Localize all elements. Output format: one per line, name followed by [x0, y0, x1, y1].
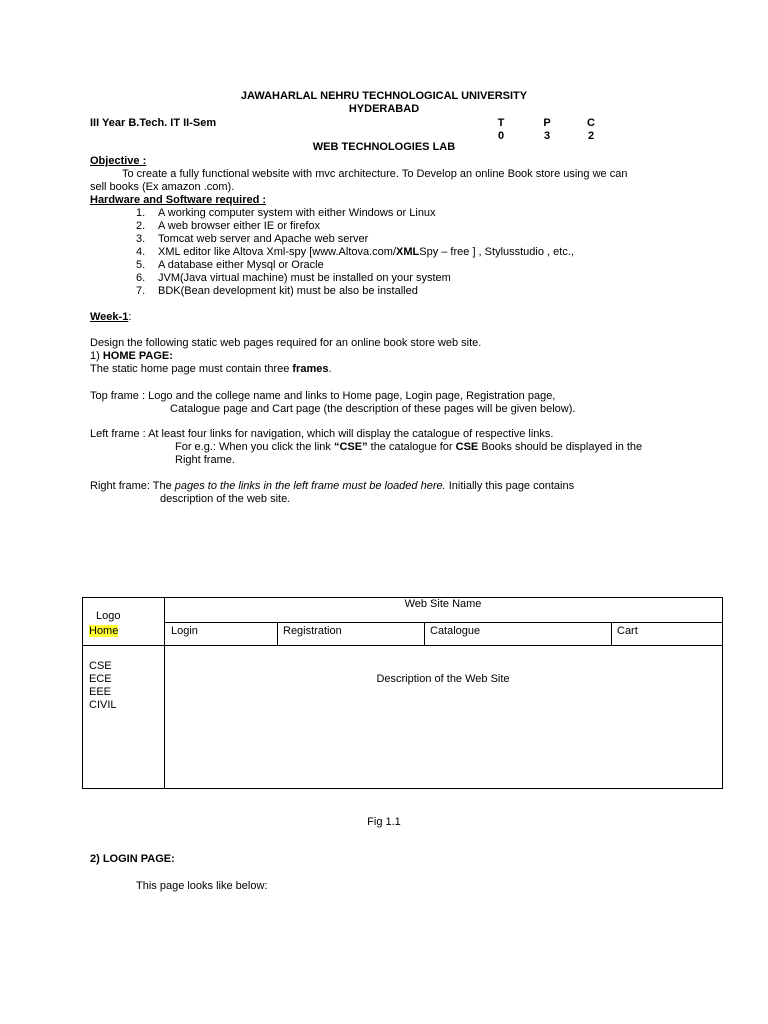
right-frame-desc	[90, 480, 574, 493]
top-frame-desc: Top frame : Logo and the college name and links to Home page, Login page, Registration page,	[90, 390, 556, 402]
cart-link: Cart	[617, 625, 638, 637]
ltp-t-value: 0	[497, 130, 505, 142]
ltp-p-header: P	[543, 117, 551, 129]
catalogue-link: Catalogue	[430, 625, 481, 637]
ltp-p-value: 3	[543, 130, 551, 142]
week-intro: Design the following static web pages required for an online book store web site.	[90, 337, 482, 349]
req-num-7: 7.	[136, 285, 146, 297]
req-item-4-xml: XML	[396, 246, 420, 258]
frames-post: .	[328, 363, 332, 375]
objective-line-2: sell books (Ex amazon .com).	[90, 181, 235, 193]
left-frame-desc: Left frame : At least four links for navigation, which will display the catalogue of respective links.	[90, 428, 554, 440]
link-divider-3	[611, 622, 612, 645]
frames-sentence	[90, 363, 332, 376]
left-frame-divider	[164, 598, 165, 788]
req-item-4-pre: XML editor like Altova Xml-spy [www.Altova.com/	[158, 246, 397, 258]
home-page-num: 1)	[90, 350, 103, 362]
top-frame-desc-cont: Catalogue page and Cart page (the description of these pages will be given below).	[170, 403, 576, 415]
req-num-4: 4.	[136, 246, 146, 258]
home-page-heading	[90, 350, 173, 363]
home-page-title: HOME PAGE:	[102, 350, 173, 362]
req-num-2: 2.	[136, 220, 146, 232]
left-example-cse: CSE	[455, 441, 479, 453]
objective-line-1: To create a fully functional website with mvc architecture. To Develop an online Book store using we can	[122, 168, 628, 180]
right-frame-italic: pages to the links in the left frame must be loaded here.	[174, 480, 446, 492]
right-frame-c: Initially this page contains	[445, 480, 575, 492]
req-item-1: A working computer system with either Windows or Linux	[158, 207, 436, 219]
logo-label: Logo	[96, 610, 121, 622]
week-heading	[90, 311, 131, 324]
website-name: Web Site Name	[404, 598, 482, 610]
req-item-7: BDK(Bean development kit) must be also be installed	[158, 285, 418, 297]
link-divider-2	[424, 622, 425, 645]
left-example-e: Books should be displayed in the	[478, 441, 643, 453]
left-link-eee: EEE	[89, 686, 112, 698]
login-page-heading: 2) LOGIN PAGE:	[90, 853, 175, 865]
university-city: HYDERABAD	[348, 103, 420, 115]
frames-bold: frames	[292, 363, 329, 375]
left-frame-right-frame: Right frame.	[175, 454, 235, 466]
left-link-civil: CIVIL	[89, 699, 117, 711]
req-item-5: A database either Mysql or Oracle	[158, 259, 324, 271]
site-description: Description of the Web Site	[376, 673, 510, 685]
frames-pre: The static home page must contain three	[90, 363, 293, 375]
home-link-text: Home	[89, 625, 119, 637]
right-frame-desc-cont: description of the web site.	[160, 493, 291, 505]
home-link	[89, 625, 118, 638]
req-num-3: 3.	[136, 233, 146, 245]
top-frame-divider-1	[164, 622, 722, 623]
left-example-c: the catalogue for	[367, 441, 456, 453]
ltp-t-header: T	[497, 117, 505, 129]
figure-caption: Fig 1.1	[367, 816, 401, 828]
ltp-c-value: 2	[587, 130, 595, 142]
left-example-cse-quote: “CSE”	[333, 441, 368, 453]
req-item-4-post: Spy – free ] , Stylusstudio , etc.,	[419, 246, 574, 258]
left-frame-example	[175, 441, 642, 454]
login-page-text: This page looks like below:	[136, 880, 268, 892]
left-link-ece: ECE	[89, 673, 112, 685]
week-colon: :	[128, 311, 132, 323]
login-link: Login	[171, 625, 198, 637]
ltp-c-header: C	[587, 117, 595, 129]
req-item-2: A web browser either IE or firefox	[158, 220, 321, 232]
req-num-6: 6.	[136, 272, 146, 284]
req-num-1: 1.	[136, 207, 146, 219]
req-item-3: Tomcat web server and Apache web server	[158, 233, 369, 245]
left-example-a: For e.g.: When you click the link	[175, 441, 334, 453]
home-page-layout-figure	[82, 597, 723, 789]
req-item-6: JVM(Java virtual machine) must be installed on your system	[158, 272, 451, 284]
registration-link: Registration	[283, 625, 342, 637]
university-title: JAWAHARLAL NEHRU TECHNOLOGICAL UNIVERSITY	[240, 90, 528, 102]
course-year: III Year B.Tech. IT II-Sem	[90, 117, 217, 129]
left-link-cse: CSE	[89, 660, 112, 672]
link-divider-1	[277, 622, 278, 645]
lab-title: WEB TECHNOLOGIES LAB	[312, 141, 456, 153]
right-frame-a: Right frame: The	[90, 480, 175, 492]
req-item-4	[158, 246, 574, 259]
objective-heading: Objective :	[90, 155, 147, 167]
hardware-heading: Hardware and Software required :	[90, 194, 267, 206]
top-frame-divider-2	[83, 645, 722, 646]
week-title: Week-1	[90, 311, 129, 323]
req-num-5: 5.	[136, 259, 146, 271]
